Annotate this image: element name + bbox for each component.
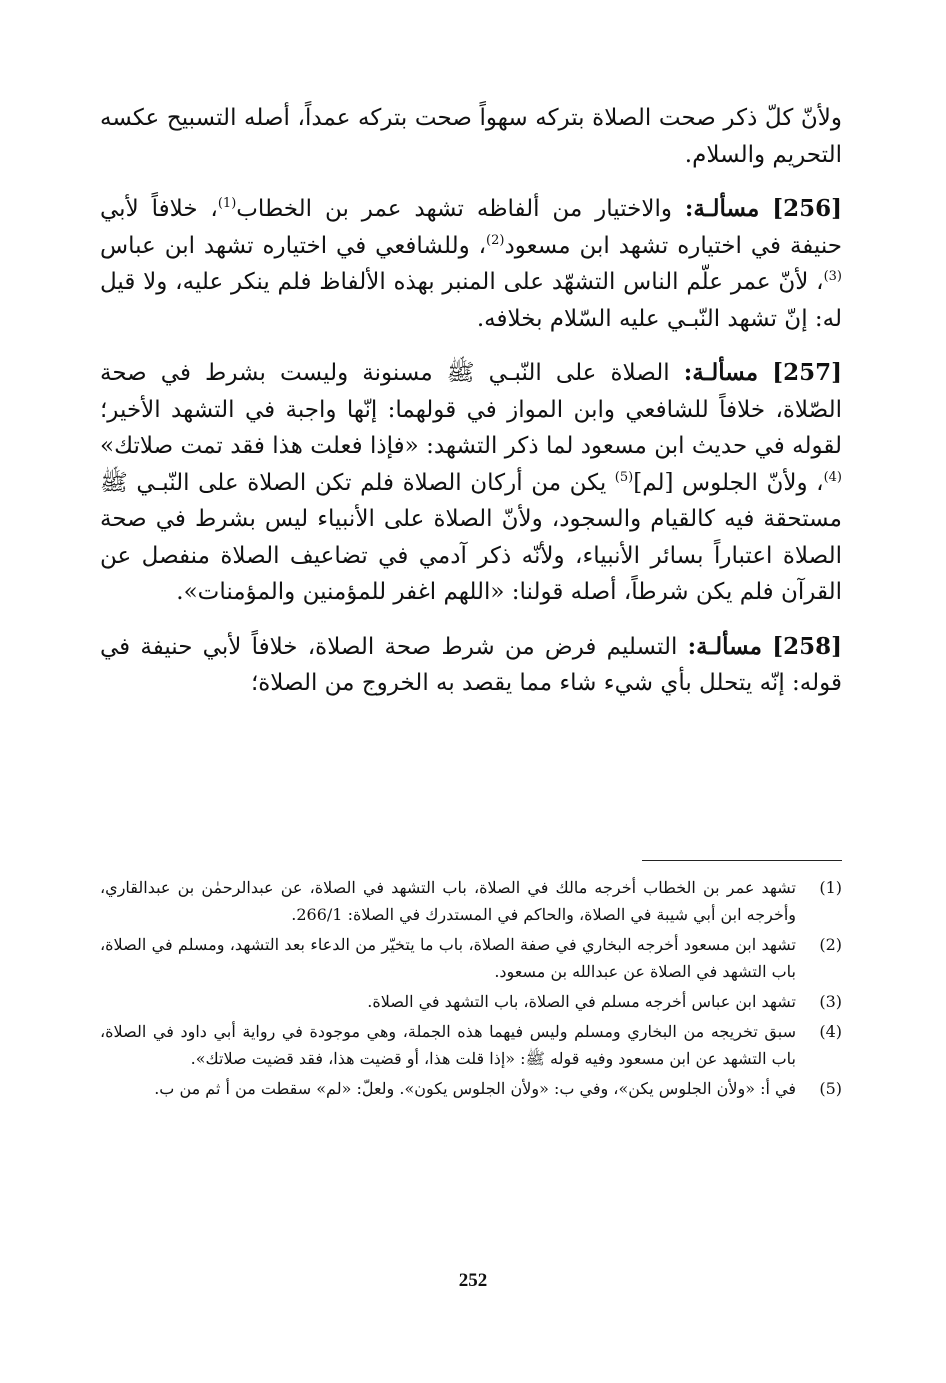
paragraph-text: ولأنّ كلّ ذكر صحت الصلاة بتركه سهواً صحت بتركه عمداً، أصله التسبيح عكسه التحريم والسلام. bbox=[100, 105, 842, 168]
issue-label: مسألـة: bbox=[684, 195, 760, 222]
paragraph-text: ، ولأنّ الجلوس [لم] bbox=[633, 469, 824, 496]
issue-number: [256] bbox=[772, 195, 842, 222]
footnote-text: سبق تخريجه من البخاري ومسلم وليس فيهما هذه الجملة، وهي موجودة في رواية أبي داود في الصلاة، باب التشهد عن ابن مسعود وفيه قوله ﷺ: «إذا قلت هذا، أو قضيت هذا، فقد قضيت صلاتك». bbox=[100, 1022, 796, 1068]
paragraph-issue-256: [256] مسألـة: والاختيار من ألفاظه تشهد عمر بن الخطاب$^{(1)}$، خلافاً لأبي حنيفة في اختياره تشهد ابن مسعود$^{(2)}$، وللشافعي في اختياره تشهد ابن عباس$^{(3)}$، لأنّ عمر علّم الناس التشهّد على المنبر بهذه الألفاظ فلم ينكر عليه، ولا قيل له: إنّ تشهد النّبـي عليه السّلام بخلافه. bbox=[100, 191, 842, 337]
footnote-4 bbox=[100, 1018, 842, 1072]
footnote-number: (1) bbox=[819, 878, 842, 897]
footnote-divider bbox=[642, 860, 842, 861]
paragraph-issue-257: [257] مسألـة: الصلاة على النّبـي ﷺ مسنونة وليست بشرط في صحة الصّلاة، خلافاً للشافعي وابن المواز في قولهما: إنّها واجبة في التشهد الأخير؛ لقوله في حديث ابن مسعود لما ذكر التشهد: «فإذا فعلت هذا فقد تمت صلاتك»$^{(4)}$، ولأنّ الجلوس [لم]$^{(5)}$ يكن من أركان الصلاة فلم تكن الصلاة على النّبـي ﷺ مستحقة فيه كالقيام والسجود، ولأنّ الصلاة على الأنبياء ليس بشرط في صحة الصلاة اعتباراً بسائر الأنبياء، ولأنّه ذكر آدمي في تضاعيف الصلاة منفصل عن القرآن فلم يكن شرطاً، أصله قولنا: «اللهم اغفر للمؤمنين والمؤمنات». bbox=[100, 355, 842, 611]
footnote-1 bbox=[100, 874, 842, 928]
footnote-number: (2) bbox=[819, 935, 842, 954]
paragraph-text: ، لأنّ عمر علّم الناس التشهّد على المنبر بهذه الألفاظ فلم ينكر عليه، ولا قيل له: إنّ تشهد النّبـي عليه السّلام بخلافه. bbox=[100, 269, 842, 332]
footnote-2 bbox=[100, 931, 842, 985]
paragraph-text: يكن من أركان الصلاة فلم تكن الصلاة على النّبـي ﷺ مستحقة فيه كالقيام والسجود، ولأنّ الصلاة على الأنبياء ليس بشرط في صحة الصلاة اعتباراً بسائر الأنبياء، ولأنّه ذكر آدمي في تضاعيف الصلاة منفصل عن القرآن فلم يكن شرطاً، أصله قولنا: «اللهم اغفر للمؤمنين والمؤمنات». bbox=[100, 469, 842, 605]
main-text bbox=[100, 100, 842, 702]
paragraph-text: والاختيار من ألفاظه تشهد عمر بن الخطاب bbox=[236, 196, 685, 222]
footnote-number: (4) bbox=[819, 1022, 842, 1041]
paragraph-text: ، خلافاً لأبي حنيفة في اختياره تشهد ابن مسعود bbox=[100, 196, 843, 259]
footnote-number: (5) bbox=[819, 1079, 842, 1098]
footnotes bbox=[100, 874, 842, 1105]
footnote-3 bbox=[100, 988, 842, 1015]
paragraph-text: التسليم فرض من شرط صحة الصلاة، خلافاً لأبي حنيفة في قوله: إنّه يتحلل بأي شيء شاء مما يقصد به الخروج من الصلاة؛ bbox=[100, 633, 842, 696]
issue-number: [258] bbox=[772, 632, 842, 660]
issue-label: مسألـة: bbox=[687, 632, 762, 660]
footnote-text: تشهد ابن عباس أخرجه مسلم في الصلاة، باب التشهد في الصلاة. bbox=[367, 992, 796, 1011]
page-number: 252 bbox=[458, 1270, 488, 1291]
paragraph-1 bbox=[100, 100, 842, 173]
paragraph-issue-258 bbox=[100, 629, 842, 702]
issue-number: [257] bbox=[772, 359, 842, 386]
paragraph-text: الصلاة على النّبـي ﷺ مسنونة وليست بشرط في صحة الصّلاة، خلافاً للشافعي وابن المواز في قولهما: إنّها واجبة في التشهد الأخير؛ لقوله في حديث ابن مسعود لما ذكر التشهد: «فإذا فعلت هذا فقد تمت صلاتك» bbox=[100, 360, 842, 459]
issue-label: مسألـة: bbox=[683, 359, 759, 386]
footnote-text: تشهد ابن مسعود أخرجه البخاري في صفة الصلاة، باب ما يتخيّر من الدعاء بعد التشهد، ومسلم في الصلاة، باب التشهد في الصلاة عن عبدالله بن مسعود. bbox=[100, 935, 796, 981]
footnote-text: في أ: «ولأن الجلوس يكن»، وفي ب: «ولأن الجلوس يكون». ولعلّ: «لم» سقطت من أ ثم من ب. bbox=[154, 1079, 796, 1098]
footnote-text: تشهد عمر بن الخطاب أخرجه مالك في الصلاة، باب التشهد في الصلاة، عن عبدالرحمٰن بن عبدالقاري، وأخرجه ابن أبي شيبة في الصلاة، والحاكم في المستدرك في الصلاة: 266/1. bbox=[100, 878, 796, 924]
footnote-number: (3) bbox=[819, 992, 842, 1011]
paragraph-text: ، وللشافعي في اختياره تشهد ابن عباس bbox=[100, 232, 487, 259]
footnote-5 bbox=[100, 1075, 842, 1102]
